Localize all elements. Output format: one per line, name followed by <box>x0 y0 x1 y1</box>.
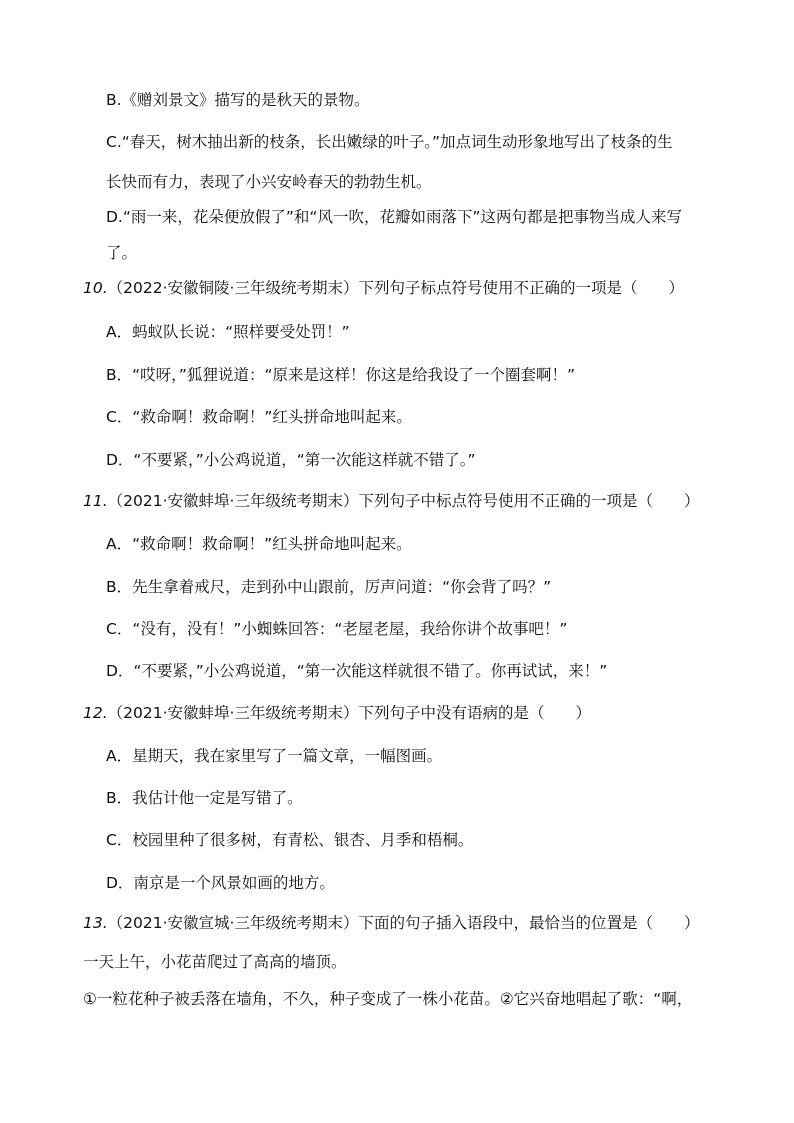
q11-stem: （2021·安徽蚌埠·三年级统考期末）下列句子中标点符号使用不正确的一项是（ ） <box>107 492 700 510</box>
q11-number: 11. <box>83 492 108 510</box>
q10-option-c: C．“救命啊！救命啊！”红头拼命地叫起来。 <box>106 408 412 426</box>
q11-option-b: B．先生拿着戒尺，走到孙中山跟前，厉声问道：“你会背了吗？” <box>106 578 552 596</box>
q10-stem: （2022·安徽铜陵·三年级统考期末）下列句子标点符号使用不正确的一项是（ ） <box>107 279 684 297</box>
q10-option-a: A．蚂蚁队长说：“照样要受处罚！” <box>106 323 350 341</box>
q11-option-d: D．“不要紧，”小公鸡说道，“第一次能这样就很不错了。你再试试，来！” <box>106 662 608 680</box>
q10-number: 10. <box>83 279 108 297</box>
q12-number: 12. <box>83 704 108 722</box>
q12-option-b: B．我估计他一定是写错了。 <box>106 789 303 807</box>
q13-stem: （2021·安徽宣城·三年级统考期末）下面的句子插入语段中，最恰当的位置是（ ） <box>107 914 700 932</box>
q12-option-d: D．南京是一个风景如画的地方。 <box>106 874 335 892</box>
q10-option-d: D．“不要紧，”小公鸡说道，“第一次能这样就不错了。” <box>106 451 476 469</box>
q11-stem-line <box>83 491 699 511</box>
q9-option-d-line1: D.“雨一来，花朵便放假了”和“风一吹，花瓣如雨落下”这两句都是把事物当成人来写 <box>106 208 682 226</box>
q9-option-b: B.《赠刘景文》描写的是秋天的景物。 <box>106 91 370 109</box>
q9-option-c-line1: C.“春天，树木抽出新的枝条，长出嫩绿的叶子。”加点词生动形象地写出了枝条的生 <box>106 133 673 151</box>
q13-passage-line1: ①一粒花种子被丢落在墙角，不久，种子变成了一株小花苗。②它兴奋地唱起了歌：“啊， <box>83 990 693 1008</box>
q13-sentence: 一天上午，小花苗爬过了高高的墙顶。 <box>83 953 347 971</box>
q9-option-c-line2: 长快而有力，表现了小兴安岭春天的勃勃生机。 <box>106 173 432 191</box>
q12-stem: （2021·安徽蚌埠·三年级统考期末）下列句子中没有语病的是（ ） <box>107 704 591 722</box>
q9-option-d-line2: 了。 <box>106 244 138 262</box>
q11-option-c: C．“没有，没有！”小蜘蛛回答：“老屋老屋，我给你讲个故事吧！” <box>106 620 568 638</box>
q10-stem-line <box>83 278 684 298</box>
q11-option-a: A．“救命啊！救命啊！”红头拼命地叫起来。 <box>106 535 412 553</box>
q10-option-b: B．“哎呀，”狐狸说道：“原来是这样！你这是给我设了一个圈套啊！” <box>106 366 576 384</box>
q12-option-c: C．校园里种了很多树，有青松、银杏、月季和梧桐。 <box>106 831 474 849</box>
q13-number: 13. <box>83 914 108 932</box>
q12-stem-line <box>83 703 591 723</box>
q12-option-a: A．星期天，我在家里写了一篇文章，一幅图画。 <box>106 747 443 765</box>
q13-stem-line <box>83 913 699 933</box>
